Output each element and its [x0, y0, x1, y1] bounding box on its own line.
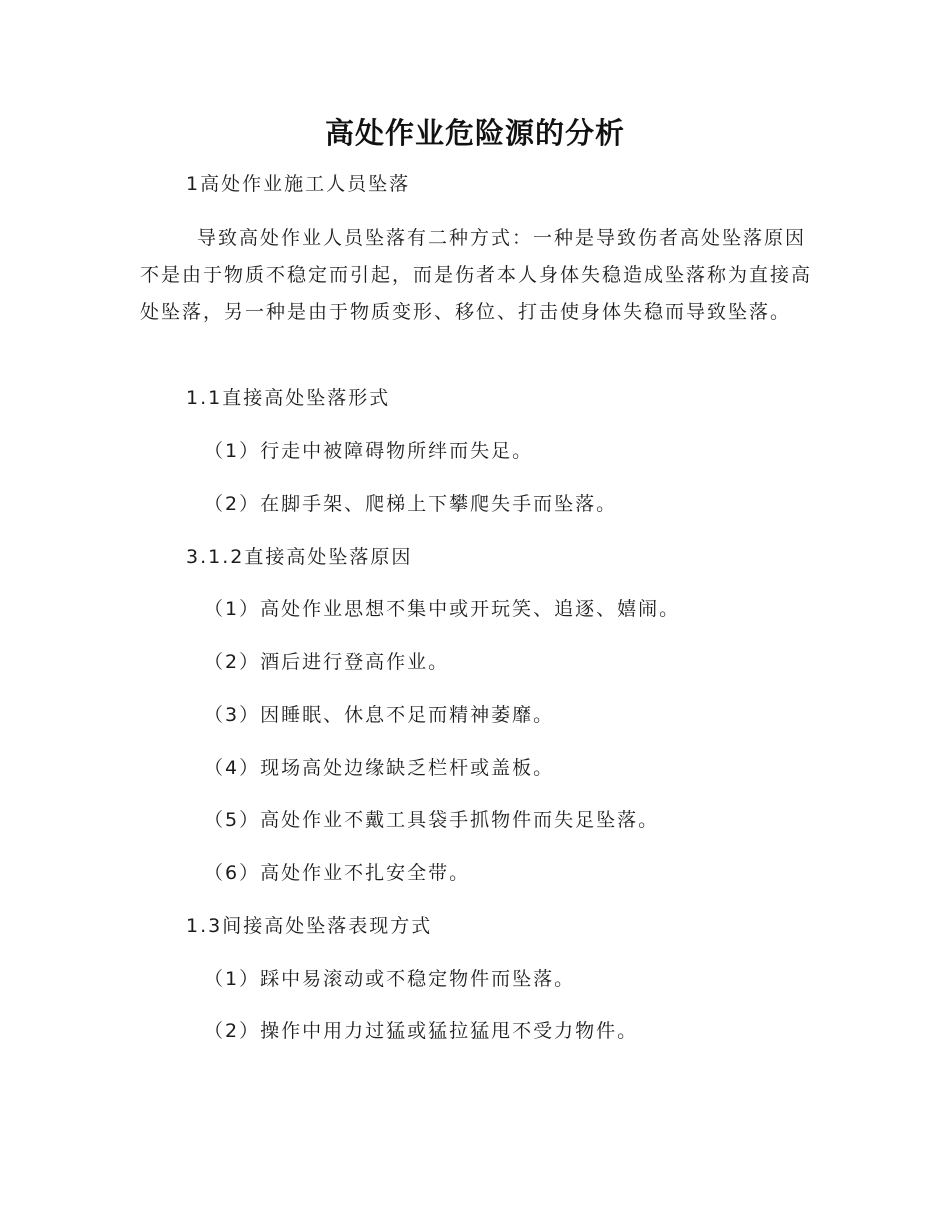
list-item: （5）高处作业不戴工具袋手抓物件而失足坠落。 — [204, 809, 660, 831]
intro-paragraph: 导致高处作业人员坠落有二种方式：一种是导致伤者高处坠落原因不是由于物质不稳定而引起，而是伤者本人身体失稳造成坠落称为直接高处坠落，另一种是由于物质变形、移位、打击使身体失稳而导致坠落。 — [140, 227, 813, 323]
section-heading-1: 1高处作业施工人员坠落 — [186, 173, 411, 195]
list-item: （4）现场高处边缘缺乏栏杆或盖板。 — [204, 757, 555, 779]
section-heading-3-1-2: 3.1.2直接高处坠落原因 — [186, 546, 413, 568]
list-item: （2）操作中用力过猛或猛拉猛甩不受力物件。 — [204, 1020, 639, 1042]
document-title: 高处作业危险源的分析 — [324, 116, 625, 150]
list-item: （1）行走中被障碍物所绊而失足。 — [204, 440, 534, 462]
list-item: （3）因睡眠、休息不足而精神萎靡。 — [204, 704, 555, 726]
list-item: （2）酒后进行登高作业。 — [204, 651, 450, 673]
section-heading-1-3: 1.3间接高处坠落表现方式 — [186, 915, 433, 937]
list-item: （1）高处作业思想不集中或开玩笑、追逐、嬉闹。 — [204, 598, 681, 620]
list-item: （2）在脚手架、爬梯上下攀爬失手而坠落。 — [204, 493, 618, 515]
section-heading-1-1: 1.1直接高处坠落形式 — [186, 387, 391, 409]
list-item: （6）高处作业不扎安全带。 — [204, 862, 471, 884]
list-item: （1）踩中易滚动或不稳定物件而坠落。 — [204, 968, 576, 990]
